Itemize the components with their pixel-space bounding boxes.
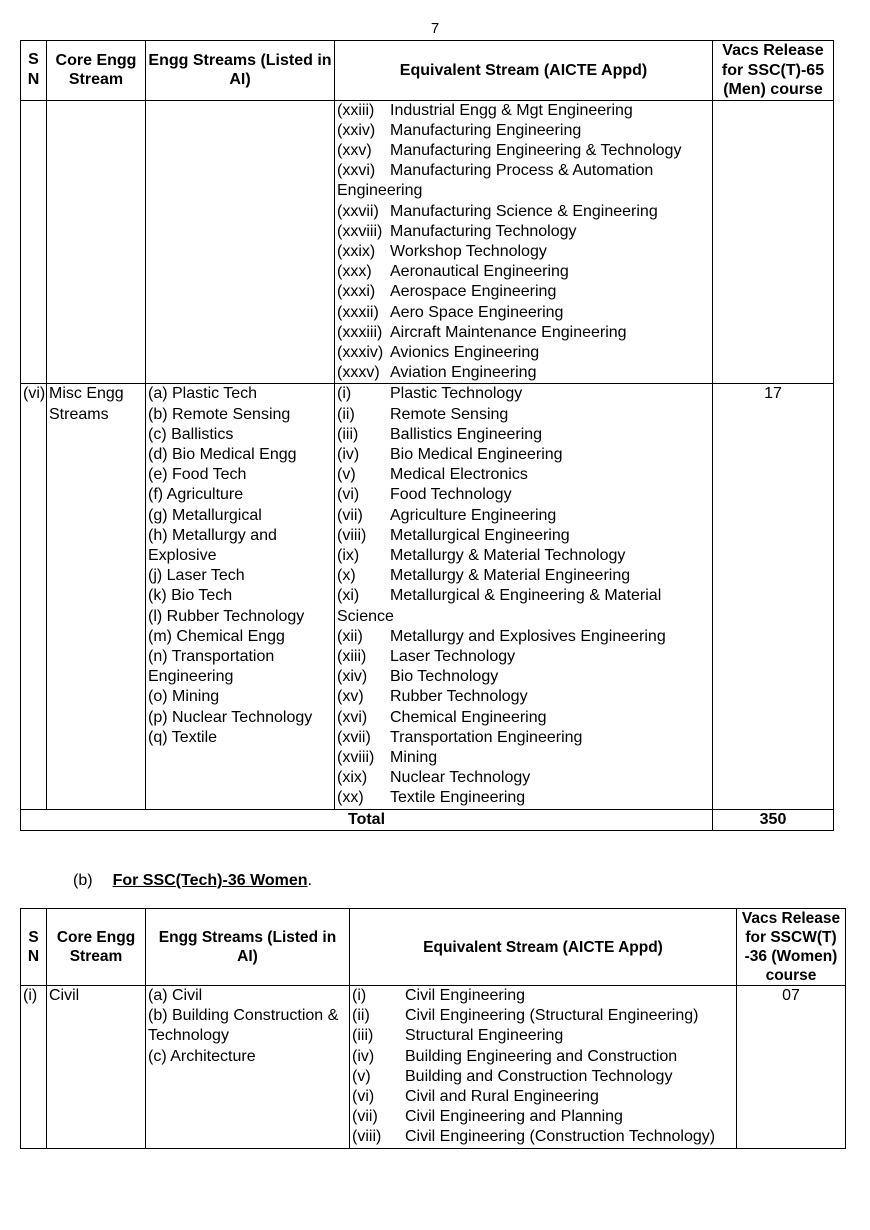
item-number: (iv) [352,1047,375,1065]
equivalent-list [337,101,710,384]
list-item: (a) Plastic Tech [148,385,258,403]
list-item [352,1127,734,1147]
equivalent-list [352,986,734,1148]
total-row [21,809,834,830]
item-number: (xv) [337,688,364,706]
item-number: (i) [352,987,367,1004]
item-text: Nuclear Technology [390,769,531,787]
section-title: For SSC(Tech)-36 Women [112,872,308,889]
cell-core: Misc Engg Streams [47,384,146,809]
cell-sn: (i) [21,986,47,1149]
table-row [21,986,846,1149]
item-text: Civil Engineering (Structural Engineering) [405,1007,699,1025]
item-text: Civil Engineering (Construction Technology) [405,1128,716,1146]
item-number: (xxx) [337,263,372,281]
list-item [337,303,710,323]
list-item: (c) Ballistics [148,425,234,443]
list-item [337,728,710,748]
item-text: Aeronautical Engineering [390,263,569,281]
list-item: (b) Remote Sensing [148,405,291,423]
item-text: Bio Technology [390,668,499,686]
item-text: Manufacturing Technology [390,222,577,240]
cell-sn [21,100,47,384]
item-text: Metallurgical Engineering [390,526,570,544]
list-item [352,986,734,1006]
cell-core: Civil [47,986,146,1149]
header-vacancies: Vacs Release for SSCW(T) -36 (Women) course [737,909,846,986]
item-number: (xxix) [337,242,376,260]
list-item [337,768,710,788]
list-item [337,141,710,161]
item-text: Rubber Technology [390,688,528,706]
item-text: Workshop Technology [390,242,547,260]
item-number: (xxv) [337,141,372,159]
cell-vacs: 17 [713,384,834,809]
list-item: (l) Rubber Technology [148,607,305,625]
item-text: Remote Sensing [390,405,509,423]
item-number: (xiii) [337,647,367,665]
list-item [337,708,710,728]
list-item [352,1087,734,1107]
item-text: Plastic Technology [390,385,523,403]
item-text: Food Technology [390,486,512,504]
vacancy-table-women [20,908,846,1149]
item-text: Aerospace Engineering [390,283,557,301]
list-item [337,384,710,404]
item-number: (ii) [352,1007,370,1025]
list-item [352,1107,734,1127]
item-number: (xxiii) [337,101,375,119]
cell-core [47,100,146,384]
item-text: Civil Engineering [405,987,526,1004]
item-number: (viii) [352,1128,382,1146]
item-number: (vi) [352,1088,375,1106]
list-item [337,222,710,242]
list-item [337,425,710,445]
streams-list [148,986,347,1067]
item-text: Building and Construction Technology [405,1067,673,1085]
list-item [337,485,710,505]
list-item [337,546,710,566]
list-item [337,526,710,546]
list-item: (e) Food Tech [148,466,247,484]
item-text: Aircraft Maintenance Engineering [390,323,627,341]
total-label: Total [21,809,713,830]
list-item [337,506,710,526]
cell-sn: (vi) [21,384,47,809]
list-item: (f) Agriculture [148,486,244,504]
cell-vacs [713,100,834,384]
list-item [337,445,710,465]
item-number: (ii) [337,405,355,423]
list-item [337,242,710,262]
item-text: Metallurgy & Material Engineering [390,567,631,585]
item-number: (iii) [337,425,359,443]
list-item [337,667,710,687]
total-value: 350 [713,809,834,830]
list-item: (k) Bio Tech [148,587,233,605]
list-item [352,1026,734,1046]
item-text: Transportation Engineering [390,728,583,746]
cell-streams [146,384,335,809]
item-text: Manufacturing Process & Automation Engineering [337,162,654,200]
item-text: Avionics Engineering [390,343,540,361]
item-text: Mining [390,749,438,766]
item-number: (xxxiv) [337,343,384,361]
item-number: (viii) [337,526,367,544]
item-number: (x) [337,567,356,585]
list-item: (q) Textile [148,728,218,746]
list-item: (d) Bio Medical Engg [148,445,297,463]
list-item [337,465,710,485]
item-number: (xxiv) [337,121,376,139]
streams-list [148,384,332,748]
item-number: (xxxv) [337,364,380,382]
list-item: (o) Mining [148,688,220,706]
cell-equivalent [335,384,713,809]
item-text: Bio Medical Engineering [390,445,563,463]
list-item [337,687,710,707]
item-text: Building Engineering and Construction [405,1047,678,1065]
item-text: Structural Engineering [405,1027,564,1045]
list-item [337,788,710,808]
list-item: (c) Architecture [148,1047,256,1065]
item-number: (v) [352,1067,371,1085]
list-item [337,323,710,343]
list-item [337,566,710,586]
list-item: (n) Transportation Engineering [148,647,275,686]
header-engg-streams: Engg Streams (Listed in AI) [146,909,350,986]
item-text: Laser Technology [390,647,516,665]
vacancy-table-men [20,40,834,831]
table-row [21,100,834,384]
item-number: (xxvi) [337,162,376,180]
item-text: Industrial Engg & Mgt Engineering [390,101,633,119]
header-equivalent-stream: Equivalent Stream (AICTE Appd) [350,909,737,986]
item-text: Metallurgy and Explosives Engineering [390,627,666,645]
table-row [21,384,834,809]
item-number: (vi) [337,486,360,504]
list-item [337,405,710,425]
list-item [337,282,710,302]
item-number: (ix) [337,546,360,564]
item-text: Manufacturing Engineering & Technology [390,141,682,159]
item-text: Civil and Rural Engineering [405,1088,599,1106]
item-number: (i) [337,385,352,403]
item-text: Metallurgical & Engineering & Material Science [337,587,662,625]
header-equivalent-stream: Equivalent Stream (AICTE Appd) [335,41,713,101]
list-item: (j) Laser Tech [148,567,245,585]
list-item [337,101,710,121]
page-number: 7 [430,20,440,37]
list-item [337,121,710,141]
section-heading [73,872,312,890]
table-header-row [21,909,846,986]
table-header-row [21,41,834,101]
list-item: (g) Metallurgical [148,506,262,524]
cell-streams [146,986,350,1149]
list-item [337,161,710,201]
item-number: (xii) [337,627,363,645]
cell-streams [146,100,335,384]
list-item: (b) Building Construction & Technology [148,1007,339,1045]
section-marker: (b) [73,872,93,889]
list-item [337,748,710,768]
item-text: Manufacturing Engineering [390,121,582,139]
item-text: Manufacturing Science & Engineering [390,202,658,220]
list-item [337,647,710,667]
header-sn: S N [21,909,47,986]
item-number: (xvi) [337,708,368,726]
item-number: (xxxi) [337,283,376,301]
item-number: (iii) [352,1027,374,1045]
item-text: Agriculture Engineering [390,506,557,524]
item-number: (xxvii) [337,202,379,220]
cell-equivalent [335,100,713,384]
list-item: (a) Civil [148,987,203,1004]
item-number: (vii) [352,1108,378,1126]
list-item [337,262,710,282]
item-number: (vii) [337,506,363,524]
item-number: (iv) [337,445,360,463]
cell-vacs: 07 [737,986,846,1149]
item-text: Medical Electronics [390,466,528,484]
list-item [337,586,710,626]
list-item [337,627,710,647]
header-engg-streams: Engg Streams (Listed in AI) [146,41,335,101]
item-text: Textile Engineering [390,789,526,807]
list-item [337,202,710,222]
list-item [352,1047,734,1067]
item-text: Ballistics Engineering [390,425,543,443]
item-number: (v) [337,466,356,484]
section-title-period: . [307,872,312,889]
header-vacancies: Vacs Release for SSC(T)-65 (Men) course [713,41,834,101]
list-item [352,1067,734,1087]
list-item: (h) Metallurgy and Explosive [148,526,277,564]
item-number: (xvii) [337,728,371,746]
list-item [337,363,710,383]
list-item: (p) Nuclear Technology [148,708,313,726]
item-text: Metallurgy & Material Technology [390,546,626,564]
item-number: (xxviii) [337,222,383,240]
item-number: (xi) [337,587,360,605]
item-text: Aero Space Engineering [390,303,564,321]
item-text: Aviation Engineering [390,364,537,382]
item-number: (xiv) [337,668,368,686]
item-text: Chemical Engineering [390,708,547,726]
list-item [337,343,710,363]
item-text: Civil Engineering and Planning [405,1108,623,1126]
item-number: (xix) [337,769,368,787]
header-core-stream: Core Engg Stream [47,41,146,101]
item-number: (xviii) [337,749,375,766]
header-sn: S N [21,41,47,101]
list-item [352,1006,734,1026]
item-number: (xxxii) [337,303,379,321]
list-item: (m) Chemical Engg [148,627,285,645]
header-core-stream: Core Engg Stream [47,909,146,986]
equivalent-list [337,384,710,808]
item-number: (xxxiii) [337,323,383,341]
item-number: (xx) [337,789,364,807]
cell-equivalent [350,986,737,1149]
